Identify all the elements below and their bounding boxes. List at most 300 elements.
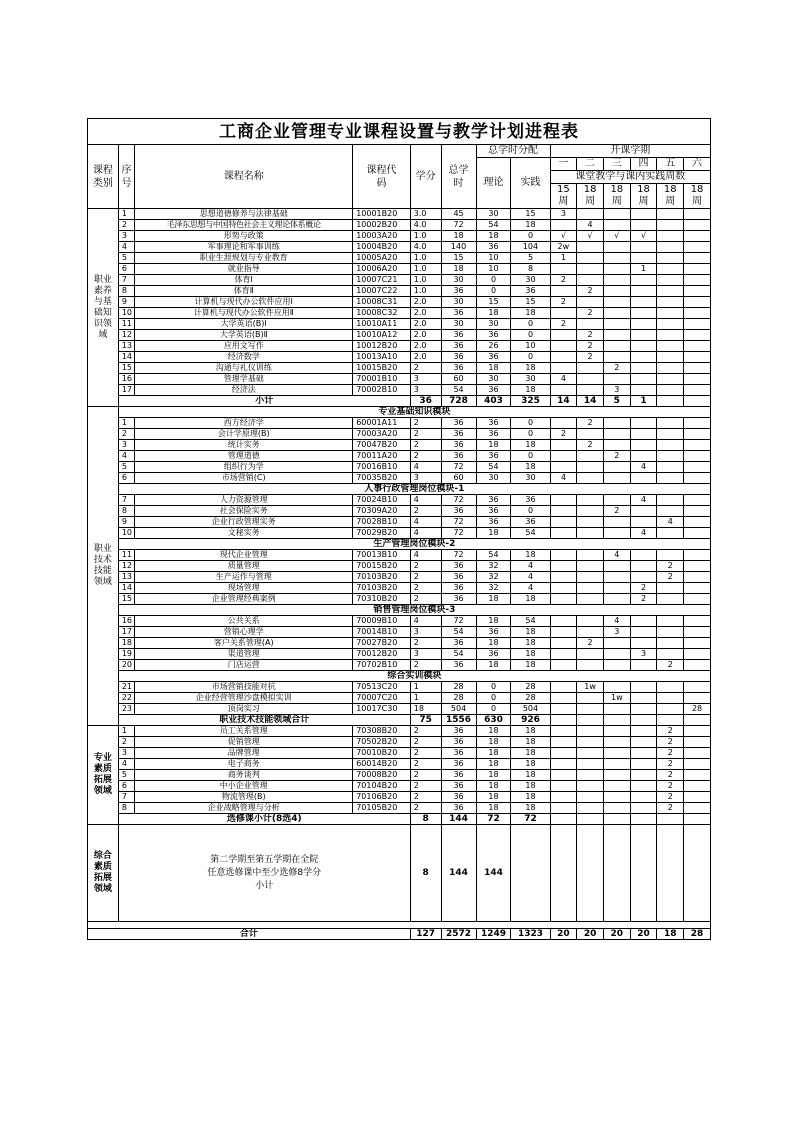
total-hours-cell: 36 — [441, 781, 476, 792]
table-row — [88, 759, 711, 770]
row-number: 10 — [118, 308, 134, 319]
semester-2-cell: 4 — [577, 220, 604, 231]
theory-hours-cell: 36 — [476, 330, 511, 341]
course-name: 中小企业管理 — [135, 781, 353, 792]
total-semester-6: 28 — [684, 929, 711, 940]
semester-2-cell — [577, 242, 604, 253]
total-hours-cell: 36 — [441, 572, 476, 583]
semester-3-cell — [603, 286, 630, 297]
course-code: 70104B20 — [353, 781, 411, 792]
semester-6-cell — [684, 242, 711, 253]
header-hour-distribution: 总学时分配 — [476, 145, 550, 158]
semester-4-cell — [630, 792, 657, 803]
credit-cell: 2 — [410, 770, 441, 781]
header-week-2: 18周 — [577, 184, 604, 209]
header-code: 课程代码 — [353, 145, 411, 209]
semester-6-cell — [684, 473, 711, 484]
semester-3-cell — [603, 781, 630, 792]
course-code: 70029B20 — [353, 528, 411, 539]
theory-hours-cell: 36 — [476, 418, 511, 429]
credit-cell: 2 — [410, 726, 441, 737]
practice-hours-cell: 4 — [511, 572, 550, 583]
row-number: 15 — [118, 363, 134, 374]
header-week-1: 15周 — [550, 184, 577, 209]
course-name: 企业行政管理实务 — [135, 517, 353, 528]
semester-4-cell — [630, 704, 657, 715]
theory-hours-cell: 36 — [476, 451, 511, 462]
practice-hours-cell: 18 — [511, 649, 550, 660]
semester-2-cell: √ — [577, 231, 604, 242]
semester-1-cell — [550, 770, 577, 781]
semester-1-cell — [550, 330, 577, 341]
row-number: 2 — [118, 429, 134, 440]
semester-2-cell — [577, 374, 604, 385]
theory-hours-cell: 18 — [476, 660, 511, 671]
course-name: 营销心理学 — [135, 627, 353, 638]
table-row — [88, 363, 711, 374]
semester-2-cell — [577, 275, 604, 286]
semester-6-cell — [684, 275, 711, 286]
semester-2-cell — [577, 792, 604, 803]
header-weekly: 课堂教学与课内实践周数 — [550, 171, 710, 184]
subtotal-semester-3 — [603, 814, 630, 825]
practice-hours-cell: 18 — [511, 726, 550, 737]
module-title: 生产管理岗位模块-2 — [118, 539, 710, 550]
credit-cell: 1 — [410, 693, 441, 704]
course-code: 10012B20 — [353, 341, 411, 352]
practice-hours-cell: 18 — [511, 638, 550, 649]
semester-4-cell — [630, 572, 657, 583]
theory-hours-cell: 54 — [476, 220, 511, 231]
course-code: 70013B10 — [353, 550, 411, 561]
semester-6-cell — [684, 594, 711, 605]
semester-3-cell: 4 — [603, 616, 630, 627]
semester-1-cell — [550, 803, 577, 814]
table-row — [88, 506, 711, 517]
semester-2-cell — [577, 594, 604, 605]
course-code: 70011A20 — [353, 451, 411, 462]
practice-hours-cell: 504 — [511, 704, 550, 715]
practice-hours-cell: 0 — [511, 429, 550, 440]
semester-6-cell — [684, 583, 711, 594]
header-row-1 — [88, 145, 711, 158]
header-practice: 实践 — [511, 158, 550, 209]
table-row — [88, 704, 711, 715]
semester-1-cell — [550, 792, 577, 803]
semester-2-cell — [577, 451, 604, 462]
semester-2-cell — [577, 264, 604, 275]
table-row — [88, 440, 711, 451]
credit-cell: 2 — [410, 781, 441, 792]
row-number: 6 — [118, 473, 134, 484]
semester-4-cell — [630, 682, 657, 693]
course-name: 客户关系管理(A) — [135, 638, 353, 649]
semester-1-cell — [550, 264, 577, 275]
semester-4-cell — [630, 693, 657, 704]
semester-6-cell — [684, 660, 711, 671]
theory-hours-cell: 36 — [476, 649, 511, 660]
theory-hours-cell: 18 — [476, 781, 511, 792]
course-code: 70024B10 — [353, 495, 411, 506]
semester-1-cell — [550, 616, 577, 627]
row-number: 11 — [118, 319, 134, 330]
semester-1-cell — [550, 286, 577, 297]
practice-hours-cell: 18 — [511, 792, 550, 803]
semester-6-cell — [684, 451, 711, 462]
practice-hours-cell: 28 — [511, 682, 550, 693]
semester-6-cell — [684, 770, 711, 781]
semester-3-cell — [603, 297, 630, 308]
practice-hours-cell: 104 — [511, 242, 550, 253]
extension-semester-2 — [577, 825, 604, 922]
row-number: 9 — [118, 517, 134, 528]
semester-3-cell — [603, 594, 630, 605]
semester-4-cell: 1 — [630, 264, 657, 275]
semester-5-cell — [657, 264, 684, 275]
theory-hours-cell: 18 — [476, 528, 511, 539]
semester-1-cell — [550, 495, 577, 506]
semester-5-cell: 2 — [657, 737, 684, 748]
course-name: 物流管理(B) — [135, 792, 353, 803]
semester-6-cell — [684, 561, 711, 572]
table-row — [88, 341, 711, 352]
course-code: 10003A20 — [353, 231, 411, 242]
semester-6-cell — [684, 209, 711, 220]
table-row — [88, 253, 711, 264]
practice-hours-cell: 18 — [511, 748, 550, 759]
semester-6-cell — [684, 495, 711, 506]
semester-6-cell — [684, 231, 711, 242]
row-number: 11 — [118, 550, 134, 561]
semester-5-cell — [657, 363, 684, 374]
practice-hours-cell: 18 — [511, 462, 550, 473]
total-hours-cell: 504 — [441, 704, 476, 715]
semester-2-cell: 2 — [577, 341, 604, 352]
semester-1-cell — [550, 748, 577, 759]
semester-5-cell — [657, 330, 684, 341]
credit-cell: 2 — [410, 363, 441, 374]
extension-note-line: 任意选修课中至少选修8学分 — [207, 867, 322, 878]
semester-3-cell — [603, 341, 630, 352]
course-code: 70502B20 — [353, 737, 411, 748]
semester-2-cell — [577, 572, 604, 583]
semester-5-cell — [657, 374, 684, 385]
subtotal-practice: 72 — [511, 814, 550, 825]
course-code: 10010A12 — [353, 330, 411, 341]
subtotal-semester-1 — [550, 814, 577, 825]
row-number: 3 — [118, 231, 134, 242]
header-week-5: 18周 — [657, 184, 684, 209]
semester-5-cell — [657, 220, 684, 231]
semester-3-cell — [603, 253, 630, 264]
row-number: 16 — [118, 616, 134, 627]
subtotal-row — [88, 814, 711, 825]
semester-2-cell — [577, 781, 604, 792]
practice-hours-cell: 28 — [511, 693, 550, 704]
credit-cell: 2 — [410, 506, 441, 517]
row-number: 2 — [118, 737, 134, 748]
page-title: 工商企业管理专业课程设置与教学计划进程表 — [87, 118, 711, 144]
total-hours-cell: 36 — [441, 506, 476, 517]
semester-3-cell — [603, 770, 630, 781]
total-hours-cell: 36 — [441, 352, 476, 363]
semester-2-cell — [577, 253, 604, 264]
semester-2-cell — [577, 550, 604, 561]
extension-semester-5 — [657, 825, 684, 922]
total-hours-cell: 36 — [441, 770, 476, 781]
semester-5-cell: 2 — [657, 748, 684, 759]
semester-4-cell — [630, 275, 657, 286]
theory-hours-cell: 18 — [476, 616, 511, 627]
semester-4-cell — [630, 352, 657, 363]
course-code: 10013A10 — [353, 352, 411, 363]
credit-cell: 2 — [410, 561, 441, 572]
course-name: 渠道管理 — [135, 649, 353, 660]
semester-3-cell — [603, 209, 630, 220]
semester-1-cell — [550, 385, 577, 396]
extension-hours: 144 — [441, 825, 476, 922]
table-row — [88, 693, 711, 704]
extension-row — [88, 825, 711, 922]
semester-5-cell — [657, 253, 684, 264]
table-row — [88, 319, 711, 330]
module-row — [88, 671, 711, 682]
subtotal-credit: 36 — [410, 396, 441, 407]
semester-3-cell: 3 — [603, 627, 630, 638]
course-name: 体育Ⅱ — [135, 286, 353, 297]
theory-hours-cell: 0 — [476, 286, 511, 297]
semester-1-cell: 4 — [550, 374, 577, 385]
table-row — [88, 275, 711, 286]
credit-cell: 4 — [410, 517, 441, 528]
semester-5-cell — [657, 682, 684, 693]
semester-3-cell — [603, 352, 630, 363]
table-row — [88, 352, 711, 363]
course-code: 10004B20 — [353, 242, 411, 253]
course-name: 经济法 — [135, 385, 353, 396]
total-hours-cell: 72 — [441, 550, 476, 561]
semester-3-cell: 2 — [603, 506, 630, 517]
semester-4-cell — [630, 473, 657, 484]
course-name: 管理学基础 — [135, 374, 353, 385]
semester-6-cell — [684, 352, 711, 363]
semester-5-cell — [657, 286, 684, 297]
semester-1-cell — [550, 583, 577, 594]
table-row — [88, 330, 711, 341]
semester-3-cell — [603, 374, 630, 385]
semester-2-cell — [577, 693, 604, 704]
semester-4-cell: 3 — [630, 649, 657, 660]
credit-cell: 2 — [410, 583, 441, 594]
course-name: 应用文写作 — [135, 341, 353, 352]
semester-1-cell — [550, 737, 577, 748]
theory-hours-cell: 32 — [476, 561, 511, 572]
semester-4-cell — [630, 803, 657, 814]
row-number: 12 — [118, 561, 134, 572]
extension-theory: 144 — [476, 825, 511, 922]
total-semester-3: 20 — [603, 929, 630, 940]
subtotal-hours: 144 — [441, 814, 476, 825]
semester-5-cell: 2 — [657, 726, 684, 737]
row-number: 4 — [118, 242, 134, 253]
semester-2-cell — [577, 770, 604, 781]
module-row — [88, 605, 711, 616]
course-name: 西方经济学 — [135, 418, 353, 429]
credit-cell: 3 — [410, 374, 441, 385]
theory-hours-cell: 0 — [476, 275, 511, 286]
semester-2-cell — [577, 495, 604, 506]
theory-hours-cell: 36 — [476, 517, 511, 528]
row-number: 5 — [118, 253, 134, 264]
credit-cell: 4.0 — [410, 220, 441, 231]
total-hours-cell: 36 — [441, 429, 476, 440]
header-seq: 序号 — [118, 145, 134, 209]
theory-hours-cell: 30 — [476, 473, 511, 484]
semester-3-cell: 4 — [603, 550, 630, 561]
semester-3-cell — [603, 220, 630, 231]
semester-3-cell: √ — [603, 231, 630, 242]
total-hours-cell: 30 — [441, 297, 476, 308]
semester-1-cell — [550, 704, 577, 715]
module-title: 销售管理岗位模块-3 — [118, 605, 710, 616]
semester-3-cell — [603, 473, 630, 484]
theory-hours-cell: 36 — [476, 627, 511, 638]
credit-cell: 4 — [410, 495, 441, 506]
semester-6-cell — [684, 792, 711, 803]
semester-5-cell — [657, 594, 684, 605]
semester-1-cell — [550, 308, 577, 319]
row-number: 2 — [118, 220, 134, 231]
semester-2-cell: 2 — [577, 440, 604, 451]
semester-5-cell — [657, 418, 684, 429]
semester-4-cell — [630, 286, 657, 297]
semester-5-cell — [657, 275, 684, 286]
semester-1-cell — [550, 506, 577, 517]
row-number: 22 — [118, 693, 134, 704]
semester-2-cell — [577, 616, 604, 627]
semester-6-cell — [684, 385, 711, 396]
total-hours-cell: 72 — [441, 616, 476, 627]
semester-1-cell: 2 — [550, 297, 577, 308]
semester-3-cell — [603, 704, 630, 715]
semester-1-cell: 2 — [550, 319, 577, 330]
total-hours-cell: 72 — [441, 495, 476, 506]
extension-semester-3 — [603, 825, 630, 922]
semester-6-cell — [684, 528, 711, 539]
course-code: 10008C31 — [353, 297, 411, 308]
theory-hours-cell: 36 — [476, 242, 511, 253]
course-name: 市场营销技能对抗 — [135, 682, 353, 693]
semester-5-cell — [657, 506, 684, 517]
row-number: 10 — [118, 528, 134, 539]
semester-5-cell — [657, 528, 684, 539]
semester-6-cell — [684, 748, 711, 759]
row-number: 13 — [118, 572, 134, 583]
total-hours-cell: 72 — [441, 528, 476, 539]
course-code: 70009B10 — [353, 616, 411, 627]
semester-2-cell — [577, 803, 604, 814]
semester-1-cell — [550, 561, 577, 572]
theory-hours-cell: 18 — [476, 440, 511, 451]
subtotal-semester-5 — [657, 715, 684, 726]
table-row — [88, 550, 711, 561]
row-number: 1 — [118, 726, 134, 737]
semester-2-cell — [577, 660, 604, 671]
course-code: 70105B20 — [353, 803, 411, 814]
semester-6-cell — [684, 781, 711, 792]
semester-2-cell: 1w — [577, 682, 604, 693]
course-code: 70035B20 — [353, 473, 411, 484]
course-name: 门店运营 — [135, 660, 353, 671]
semester-3-cell — [603, 583, 630, 594]
header-sem-6: 六 — [684, 158, 711, 171]
extension-credit: 8 — [410, 825, 441, 922]
spacer-row — [88, 922, 711, 929]
semester-3-cell: 3 — [603, 385, 630, 396]
row-number: 12 — [118, 330, 134, 341]
semester-6-cell — [684, 297, 711, 308]
course-code: 70015B20 — [353, 561, 411, 572]
table-row — [88, 231, 711, 242]
semester-4-cell — [630, 759, 657, 770]
semester-6-cell — [684, 759, 711, 770]
credit-cell: 2.0 — [410, 297, 441, 308]
semester-5-cell — [657, 297, 684, 308]
header-theory: 理论 — [476, 158, 511, 209]
subtotal-credit: 8 — [410, 814, 441, 825]
semester-4-cell — [630, 308, 657, 319]
semester-4-cell — [630, 726, 657, 737]
course-name: 体育Ⅰ — [135, 275, 353, 286]
theory-hours-cell: 32 — [476, 583, 511, 594]
total-label: 合计 — [88, 929, 411, 940]
table-row — [88, 616, 711, 627]
semester-4-cell — [630, 319, 657, 330]
semester-3-cell — [603, 462, 630, 473]
table-row — [88, 638, 711, 649]
total-hours-cell: 45 — [441, 209, 476, 220]
practice-hours-cell: 4 — [511, 561, 550, 572]
total-hours-cell: 36 — [441, 726, 476, 737]
semester-5-cell — [657, 627, 684, 638]
table-row — [88, 517, 711, 528]
total-hours-cell: 15 — [441, 253, 476, 264]
semester-6-cell — [684, 726, 711, 737]
credit-cell: 2 — [410, 429, 441, 440]
table-row — [88, 297, 711, 308]
row-number: 1 — [118, 209, 134, 220]
semester-3-cell — [603, 660, 630, 671]
practice-hours-cell: 18 — [511, 440, 550, 451]
course-code: 10017C30 — [353, 704, 411, 715]
semester-2-cell: 2 — [577, 308, 604, 319]
theory-hours-cell: 54 — [476, 462, 511, 473]
semester-3-cell — [603, 528, 630, 539]
subtotal-theory: 403 — [476, 396, 511, 407]
semester-1-cell — [550, 462, 577, 473]
table-row — [88, 737, 711, 748]
semester-1-cell — [550, 638, 577, 649]
course-name: 电子商务 — [135, 759, 353, 770]
semester-6-cell — [684, 264, 711, 275]
semester-1-cell — [550, 781, 577, 792]
course-name: 计算机与现代办公软件应用Ⅰ — [135, 297, 353, 308]
credit-cell: 1.0 — [410, 264, 441, 275]
course-code: 60001A11 — [353, 418, 411, 429]
course-code: 70001B10 — [353, 374, 411, 385]
semester-4-cell — [630, 418, 657, 429]
semester-6-cell — [684, 363, 711, 374]
